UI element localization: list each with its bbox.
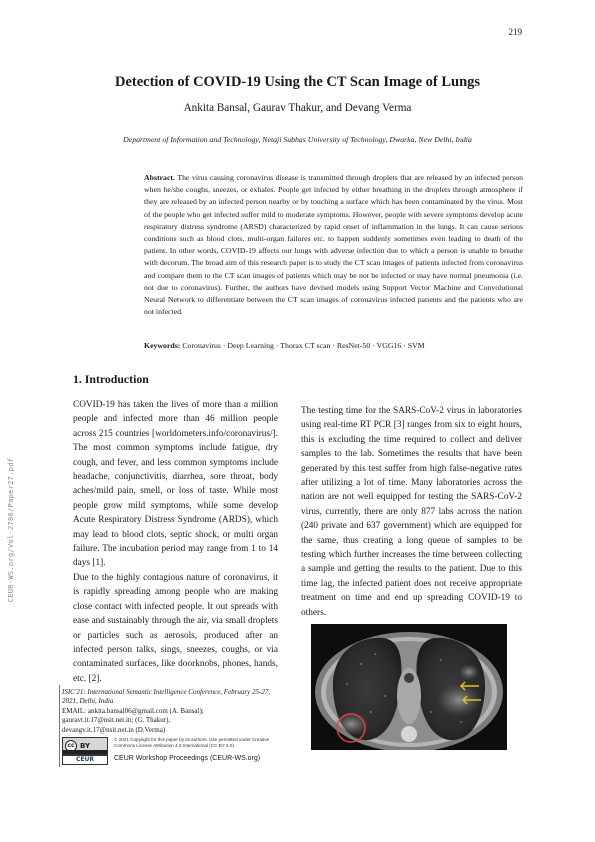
left-column [73,398,278,686]
abstract-label: Abstract. [144,173,175,182]
right-column [301,404,522,620]
cc-by-badge [62,737,108,755]
keywords-text: Coronavirus · Deep Learning · Thorax CT scan · ResNet-50 · VGG16 · SVM [182,341,425,350]
proceedings-name: CEUR Workshop Proceedings (CEUR-WS.org) [114,755,261,762]
copyright-text: © 2021 Copyright for this paper by its authors. Use permitted under Creative Commons License Attribution 4.0 International (CC BY 4.0). [114,737,270,748]
conference-note: ISIC'21: International Semantic Intelligence Conference, February 25-27, 2021, Delhi, India [62,688,271,706]
email-line: devangv.it.17@nsit.net.in (D.Verma) [62,725,166,734]
author-list: Ankita Bansal, Gaurav Thakur, and Devang Verma [183,102,412,114]
ceur-logo: CEUR [62,755,108,765]
license-row [62,737,277,757]
paragraph: Due to the highly contagious nature of coronavirus, it is rapidly spreading among people who are making close contact with infected people. It out spreads with ease and sustainably through the air, via small droplets or particles such as aerosols, produced after an infected person talks, sings, sneezes, coughs, or via contaminated surfaces, like doorknobs, phones, hands, etc. [2]. [73,572,278,684]
lung-ct-scan-image [311,624,507,750]
email-line: gauravt.it.17@nsit.net.in; (G. Thakur), [62,716,171,725]
paragraph: COVID-19 has taken the lives of more than a million people and infected more than 46 million people across 215 countries [worldometers.info/coronavirus/]. The most common symptoms include fatigue, dry cough, and fever, and less common symptoms include headache, conjunctivitis, diarrhea, sore throat, body aches/mild pain, smell, or loss of taste. While most people grow mild symptoms, while some develop Acute Respiratory Distress Syndrome (ARDS), which may lead to blood clots, septic shock, or multi organ failure. The incubation period may range from 1 to 14 days [1]. [73,400,278,569]
keywords-label: Keywords: [144,341,181,350]
paper-title: Detection of COVID-19 Using the CT Scan Image of Lungs [114,74,481,90]
cc-by-label: BY [80,742,91,750]
section-heading: 1. Introduction [73,372,149,386]
cc-icon: cc [65,740,77,752]
affiliation: Department of Information and Technology, Netaji Subhas University of Technology, Dwarka, New Delhi, India [123,135,472,144]
sidebar-text: CEUR-WS.org/Vol-2786/Paper27.pdf [7,457,15,603]
footer-divider [59,685,60,767]
paragraph: The testing time for the SARS-CoV-2 virus in laboratories using real-time RT PCR [3] ranges from six to eight hours, this is excluding the time required to collect and deliver samples to the lab. Sometimes the results that have been generated by this test suffer from high false-negative rates after utilizing a lot of time. Many laboratories across the nation are not well equipped for testing the SARS-CoV-2 virus, currently, there are only 877 labs across the nation (240 private and 637 government) which are equipped for the same, thus creating a long queue of samples to be testing which further increases the time between collecting a sample and getting the results to the patient. Due to this time lag, the infected patient does not receive appropriate treatment on time and end up spreading COVID-19 to others. [301,406,522,618]
page-number: 219 [508,27,522,37]
footer-notes [62,688,277,735]
ceur-sidebar-link[interactable] [4,457,18,603]
email-line: EMAIL: ankita.bansal06@gmail.com (A. Bansal); [62,706,204,715]
abstract [144,172,523,318]
abstract-text: The virus causing coronavirus disease is transmitted through droplets that are released by an infected person when he/she coughs, sneezes, or exhales. People get infected by either breathing in the droplets through atmosphere if they are released by an infected person nearby or by touching a surface which has been contaminated by the virus. Most of the people who get infected suffer mild to moderate symptoms. However, people with severe symptoms develop acute respiratory distress syndrome (ARSD) characterized by rapid onset of inflammation in the lungs. It can cause serious conditions such as blood clots, multi-organ failures etc. to happen suddenly sometimes even leading to death of the patient. In other words, COVID-19 affects our lungs with adverse infection due to which a person is unable to breathe with decorum. The broad aim of this research paper is to study the CT scan images of patients infected from coronavirus and compare them to the CT scan images of patients which may be not be infected or may have normal pneumonia (i.e. not due to coronavirus). Further, the authors have devised models using Support Vector Machine and Convolutional Neural Network to differentiate between the CT scan images of coronavirus infected patients and the patients who are not infected. [144,173,524,317]
proceedings-row [62,755,277,767]
keywords [144,341,523,350]
